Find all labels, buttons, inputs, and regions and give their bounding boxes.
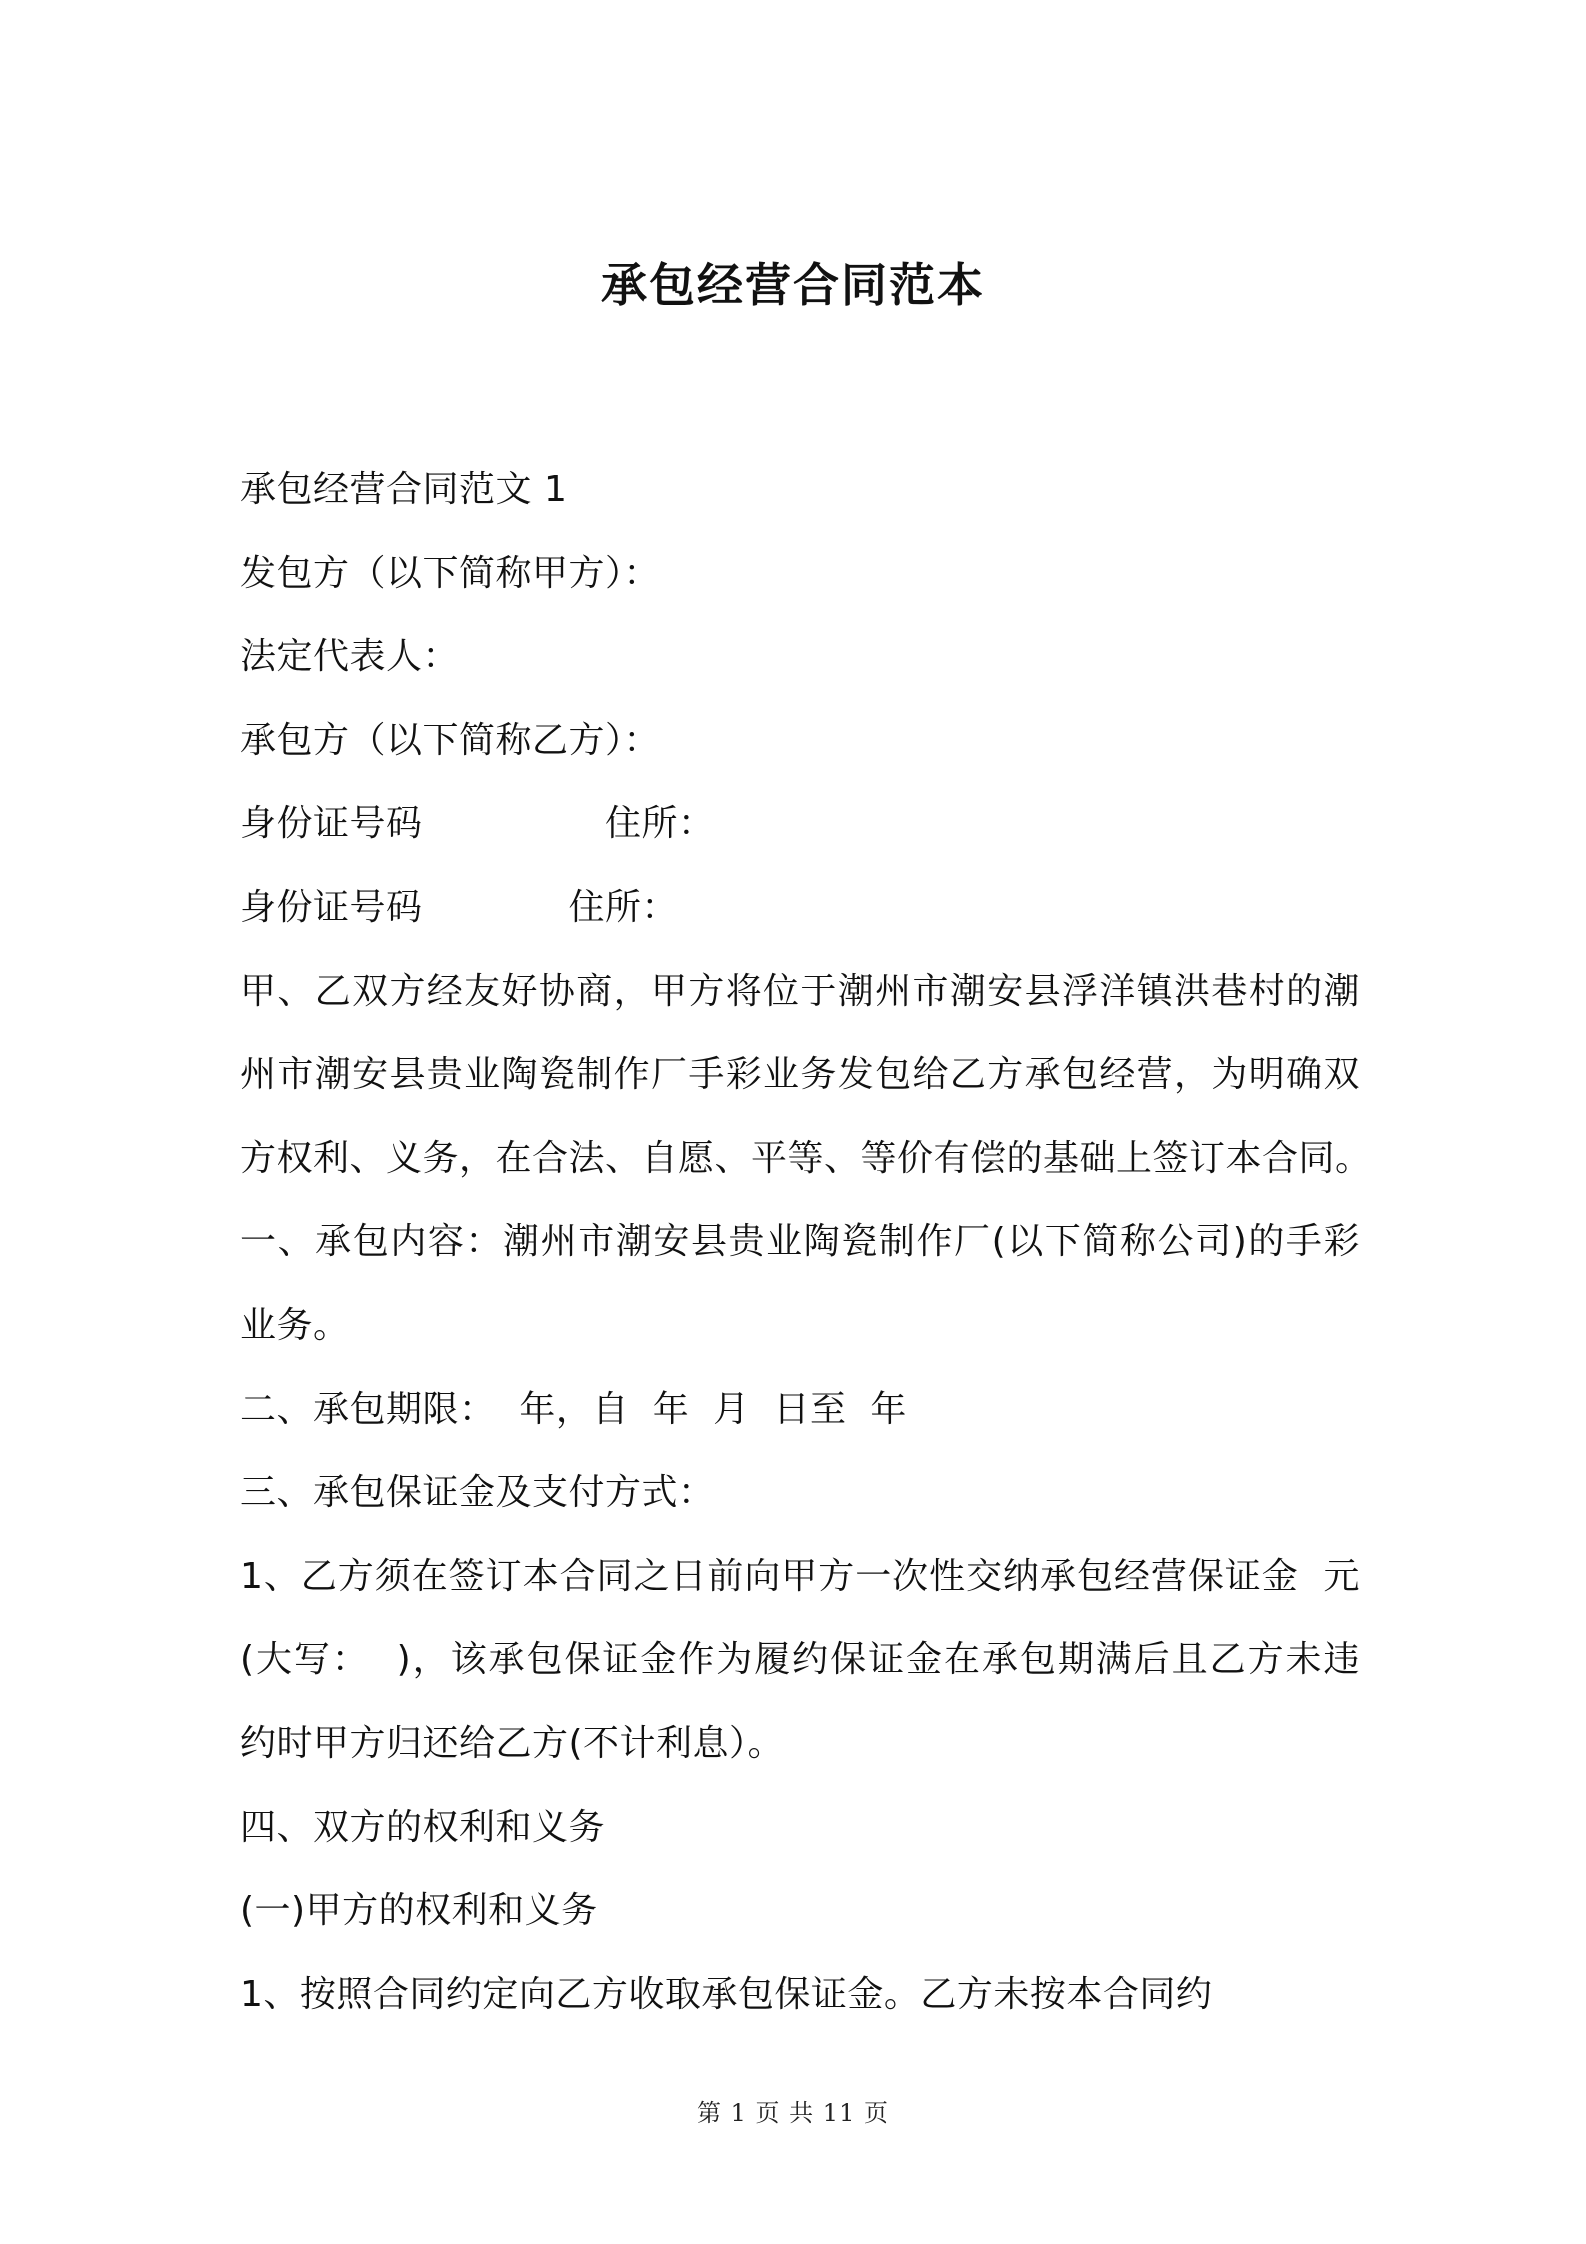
section-heading: 承包经营合同范文 1 <box>240 469 568 510</box>
clause-line: (大写： )，该承包保证金作为履约保证金在承包期满后且乙方未违 <box>240 1639 1360 1681</box>
party-a-line: 发包方（以下简称甲方）： <box>240 552 661 594</box>
clause-line: 三、承包保证金及支付方式： <box>240 1472 715 1514</box>
document-body <box>240 448 1372 2036</box>
id-address-line: 身份证号码 住所： <box>240 803 715 845</box>
id-address-line: 身份证号码 住所： <box>240 886 679 928</box>
paragraph-line: 方权利、义务，在合法、自愿、平等、等价有偿的基础上签订本合同。 <box>240 1137 1372 1179</box>
paragraph-line: 甲、乙双方经友好协商，甲方将位于潮州市潮安县浮洋镇洪巷村的潮 <box>240 970 1360 1012</box>
clause-line: 一、承包内容：潮州市潮安县贵业陶瓷制作厂(以下简称公司)的手彩 <box>240 1221 1360 1263</box>
clause-line: (一)甲方的权利和义务 <box>240 1890 598 1932</box>
document-title: 承包经营合同范本 <box>601 258 985 312</box>
legal-representative-line: 法定代表人： <box>240 636 460 678</box>
page-number-footer: 第 1 页 共 11 页 <box>697 2099 889 2127</box>
clause-line: 二、承包期限： 年，自 年 月 日至 年 <box>240 1388 907 1430</box>
clause-line: 1、乙方须在签订本合同之日前向甲方一次性交纳承包经营保证金 元 <box>240 1555 1360 1597</box>
party-b-line: 承包方（以下简称乙方）： <box>240 719 661 761</box>
clause-line: 约时甲方归还给乙方(不计利息）。 <box>240 1722 785 1764</box>
clause-line: 四、双方的权利和义务 <box>240 1806 606 1848</box>
clause-line: 1、按照合同约定向乙方收取承包保证金。乙方未按本合同约 <box>240 1973 1213 2015</box>
paragraph-line: 州市潮安县贵业陶瓷制作厂手彩业务发包给乙方承包经营，为明确双 <box>240 1054 1360 1096</box>
clause-line: 业务。 <box>240 1304 350 1346</box>
